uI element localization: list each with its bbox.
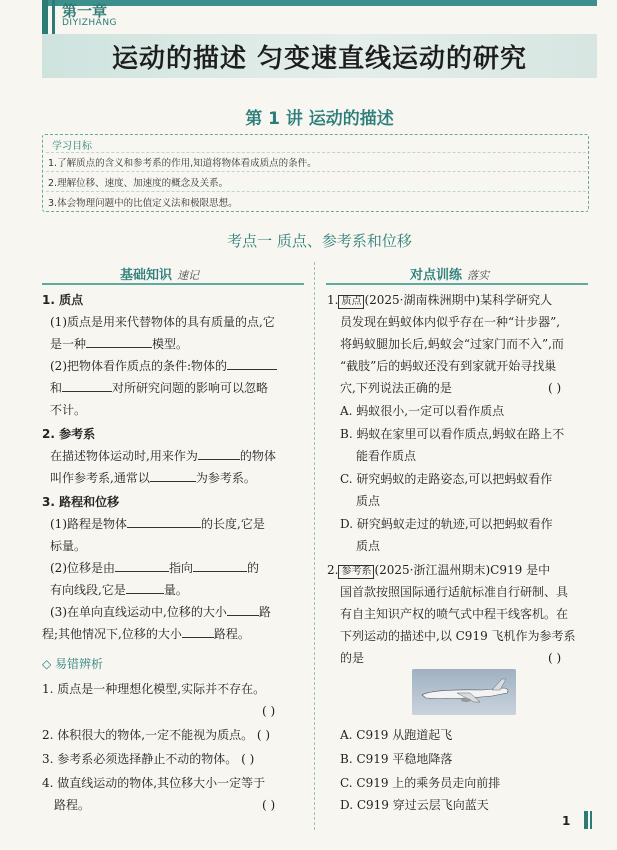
goal-divider	[46, 191, 586, 192]
right-heading-title: 对点训练	[410, 268, 463, 283]
goal-item: 1.了解质点的含义和参考系的作用,知道将物体看成质点的条件。	[48, 158, 317, 169]
text-line: 的是	[340, 651, 365, 665]
fill-blank[interactable]	[127, 515, 201, 528]
option-d[interactable]: D. C919 穿过云层飞向蓝天	[340, 798, 489, 812]
text-line	[42, 625, 250, 643]
text-line: (1)质点是用来代替物体的具有质量的点,它	[50, 315, 275, 329]
fill-blank[interactable]	[62, 379, 112, 392]
fill-blank[interactable]	[227, 357, 277, 370]
text: 路程。	[213, 627, 250, 641]
text: 程;其他情况下,位移的大小	[42, 627, 182, 641]
left-heading-line	[42, 283, 304, 285]
text: 模型。	[152, 337, 189, 351]
fill-blank[interactable]	[86, 335, 152, 348]
text-line: 不计。	[50, 403, 87, 417]
text: 量。	[163, 583, 188, 597]
text-line	[50, 559, 259, 577]
chapter-marker-thin	[52, 0, 55, 34]
left-heading-note: 速记	[177, 269, 200, 282]
text: (2)位移是由	[50, 561, 115, 575]
text-line: 员发现在蚂蚁体内似乎存在一种“计步器”,	[340, 315, 561, 329]
text-line	[50, 447, 276, 465]
error-analysis-title: ◇ 易错辨析	[42, 657, 104, 671]
text: (3)在单向直线运动中,位移的大小	[50, 605, 227, 619]
text-line: 国首款按照国际通行适航标准自行研制、具	[340, 585, 569, 599]
left-heading	[120, 264, 199, 283]
question-2-stem	[327, 561, 550, 579]
fill-blank[interactable]	[198, 447, 240, 460]
chapter-marker	[42, 0, 48, 34]
text-line: 下列运动的描述中,以 C919 飞机作为参考系	[340, 629, 576, 643]
option-d-cont: 质点	[356, 539, 381, 553]
text-line: 将蚂蚁腿加长后,蚂蚁会“过家门而不入”,而	[340, 337, 564, 351]
text-line	[50, 603, 271, 621]
text: 的物体	[239, 449, 276, 463]
goal-divider	[46, 171, 586, 172]
option-c[interactable]: C. C919 上的乘务员走向前排	[340, 776, 501, 790]
option-a[interactable]: A. C919 从跑道起飞	[340, 728, 453, 742]
text: (2025·湖南株洲期中)某科学研究人	[364, 293, 553, 307]
text-line	[50, 357, 277, 375]
right-heading-note: 落实	[467, 269, 490, 282]
goal-item: 2.理解位移、速度、加速度的概念及关系。	[48, 178, 229, 189]
option-a[interactable]: A. 蚂蚁很小,一定可以看作质点	[340, 404, 505, 418]
right-heading-line	[326, 283, 588, 285]
fill-blank[interactable]	[115, 559, 169, 572]
option-b[interactable]: B. 蚂蚁在家里可以看作质点,蚂蚁在路上不	[340, 427, 565, 441]
right-heading	[410, 264, 489, 283]
text-line: 有自主知识产权的喷气式中程干线客机。在	[340, 607, 569, 621]
chapter-pinyin: DIYIZHANG	[62, 18, 118, 28]
topic-tag: 参考系	[338, 565, 374, 579]
judgement-item: 2. 体积很大的物体,一定不能视为质点。 ( )	[42, 728, 271, 742]
option-c[interactable]: C. 研究蚂蚁的走路姿态,可以把蚂蚁看作	[340, 472, 553, 486]
question-number: 1.	[327, 293, 339, 307]
text: (1)路程是物体	[50, 517, 127, 531]
judgement-item: 1. 质点是一种理想化模型,实际并不存在。	[42, 682, 266, 696]
fill-blank[interactable]	[227, 603, 259, 616]
judgement-item: 3. 参考系必须选择静止不动的物体。 ( )	[42, 752, 255, 766]
page-number: 1	[562, 814, 571, 828]
page-marker	[584, 811, 588, 829]
fill-blank[interactable]	[126, 581, 164, 594]
chapter-label: 第一章	[62, 2, 108, 20]
airplane-icon	[412, 669, 516, 715]
text: 是一种	[50, 337, 87, 351]
text: 指向	[169, 561, 194, 575]
option-d[interactable]: D. 研究蚂蚁走过的轨迹,可以把蚂蚁看作	[340, 517, 553, 531]
text-line: 穴,下列说法正确的是	[340, 381, 452, 395]
text: 对所研究问题的影响可以忽略	[112, 381, 269, 395]
text: (2)把物体看作质点的条件:物体的	[50, 359, 228, 373]
top-decor-bar	[42, 0, 597, 6]
question-1-stem	[327, 291, 552, 309]
goal-divider	[46, 152, 586, 153]
judgement-item: 4. 做直线运动的物体,其位移大小一定等于	[42, 776, 266, 790]
learning-goals-title: 学习目标	[52, 141, 92, 152]
text-line	[50, 335, 188, 353]
chapter-title: 运动的描述 匀变速直线运动的研究	[111, 44, 528, 74]
text: 在描述物体运动时,用来作为	[50, 449, 198, 463]
answer-paren[interactable]: ( )	[548, 381, 562, 395]
answer-paren[interactable]: ( )	[262, 704, 276, 718]
knowledge-heading-1: 1. 质点	[42, 293, 84, 307]
fill-blank[interactable]	[182, 625, 214, 638]
text-line	[50, 469, 256, 487]
goal-item: 3.体会物理问题中的比值定义法和极限思想。	[48, 198, 238, 209]
fill-blank[interactable]	[193, 559, 247, 572]
text-line	[50, 581, 188, 599]
topic-tag: 质点	[338, 295, 364, 309]
text: 为参考系。	[195, 471, 256, 485]
text: 的长度,它是	[201, 517, 265, 531]
text-line: “截肢”后的蚂蚁还没有到家就开始寻找巢	[340, 359, 557, 373]
text: 和	[50, 381, 63, 395]
text-line	[50, 379, 268, 397]
text: 叫作参考系,通常以	[50, 471, 150, 485]
text: 的	[247, 561, 260, 575]
text: 路	[258, 605, 271, 619]
knowledge-heading-3: 3. 路程和位移	[42, 495, 120, 509]
text-line	[50, 515, 265, 533]
answer-paren[interactable]: ( )	[262, 798, 276, 812]
section-title: 考点一 质点、参考系和位移	[227, 232, 412, 250]
judgement-item: 路程。	[54, 798, 91, 812]
text-line: 标量。	[50, 539, 87, 553]
knowledge-heading-2: 2. 参考系	[42, 427, 96, 441]
text: 有向线段,它是	[50, 583, 126, 597]
column-divider	[314, 262, 315, 830]
left-heading-title: 基础知识	[120, 268, 173, 283]
option-b-cont: 能看作质点	[356, 449, 417, 463]
option-b[interactable]: B. C919 平稳地降落	[340, 752, 453, 766]
page-marker-thin	[590, 811, 592, 829]
question-number: 2.	[327, 563, 339, 577]
lecture-title: 第 1 讲 运动的描述	[245, 109, 394, 129]
answer-paren[interactable]: ( )	[548, 651, 562, 665]
text: (2025·浙江温州期末)C919 是中	[374, 563, 551, 577]
airplane-photo	[412, 669, 516, 715]
option-c-cont: 质点	[356, 494, 381, 508]
fill-blank[interactable]	[150, 469, 196, 482]
